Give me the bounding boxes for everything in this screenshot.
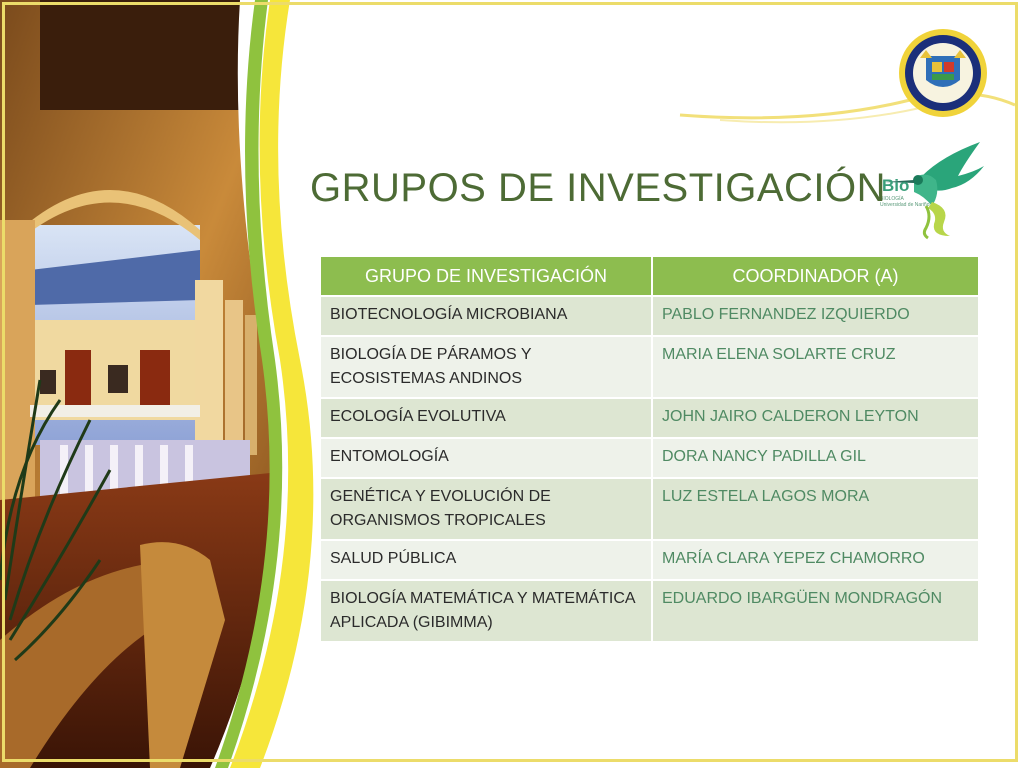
header-group: GRUPO DE INVESTIGACIÓN [320, 256, 652, 296]
logo-subtext: BIOLOGÍA Universidad de Nariño [880, 196, 930, 208]
coordinator-cell: JOHN JAIRO CALDERON LEYTON [652, 398, 979, 438]
coordinator-cell: LUZ ESTELA LAGOS MORA [652, 478, 979, 540]
table-row [320, 398, 979, 438]
group-cell: SALUD PÚBLICA [320, 540, 652, 580]
group-cell: BIOLOGÍA DE PÁRAMOS Y ECOSISTEMAS ANDINOS [320, 336, 652, 398]
slide-title: GRUPOS DE INVESTIGACIÓN [310, 166, 887, 210]
table-row [320, 580, 979, 642]
table-row [320, 540, 979, 580]
table-header-row [320, 256, 979, 296]
group-cell: GENÉTICA Y EVOLUCIÓN DE ORGANISMOS TROPICALES [320, 478, 652, 540]
coordinator-cell: PABLO FERNANDEZ IZQUIERDO [652, 296, 979, 336]
table-row [320, 296, 979, 336]
table-row [320, 336, 979, 398]
group-cell: ENTOMOLOGÍA [320, 438, 652, 478]
coordinator-cell: MARÍA CLARA YEPEZ CHAMORRO [652, 540, 979, 580]
table-row [320, 438, 979, 478]
research-groups-table [319, 255, 980, 643]
group-cell: BIOLOGÍA MATEMÁTICA Y MATEMÁTICA APLICADA (GIBIMMA) [320, 580, 652, 642]
group-cell: ECOLOGÍA EVOLUTIVA [320, 398, 652, 438]
coordinator-cell: MARIA ELENA SOLARTE CRUZ [652, 336, 979, 398]
header-coordinator: COORDINADOR (A) [652, 256, 979, 296]
university-seal-icon [898, 28, 988, 118]
table-row [320, 478, 979, 540]
coordinator-cell: DORA NANCY PADILLA GIL [652, 438, 979, 478]
coordinator-cell: EDUARDO IBARGÜEN MONDRAGÓN [652, 580, 979, 642]
group-cell: BIOTECNOLOGÍA MICROBIANA [320, 296, 652, 336]
logo-text: Bio [882, 176, 910, 195]
decorative-swoosh [0, 0, 330, 768]
